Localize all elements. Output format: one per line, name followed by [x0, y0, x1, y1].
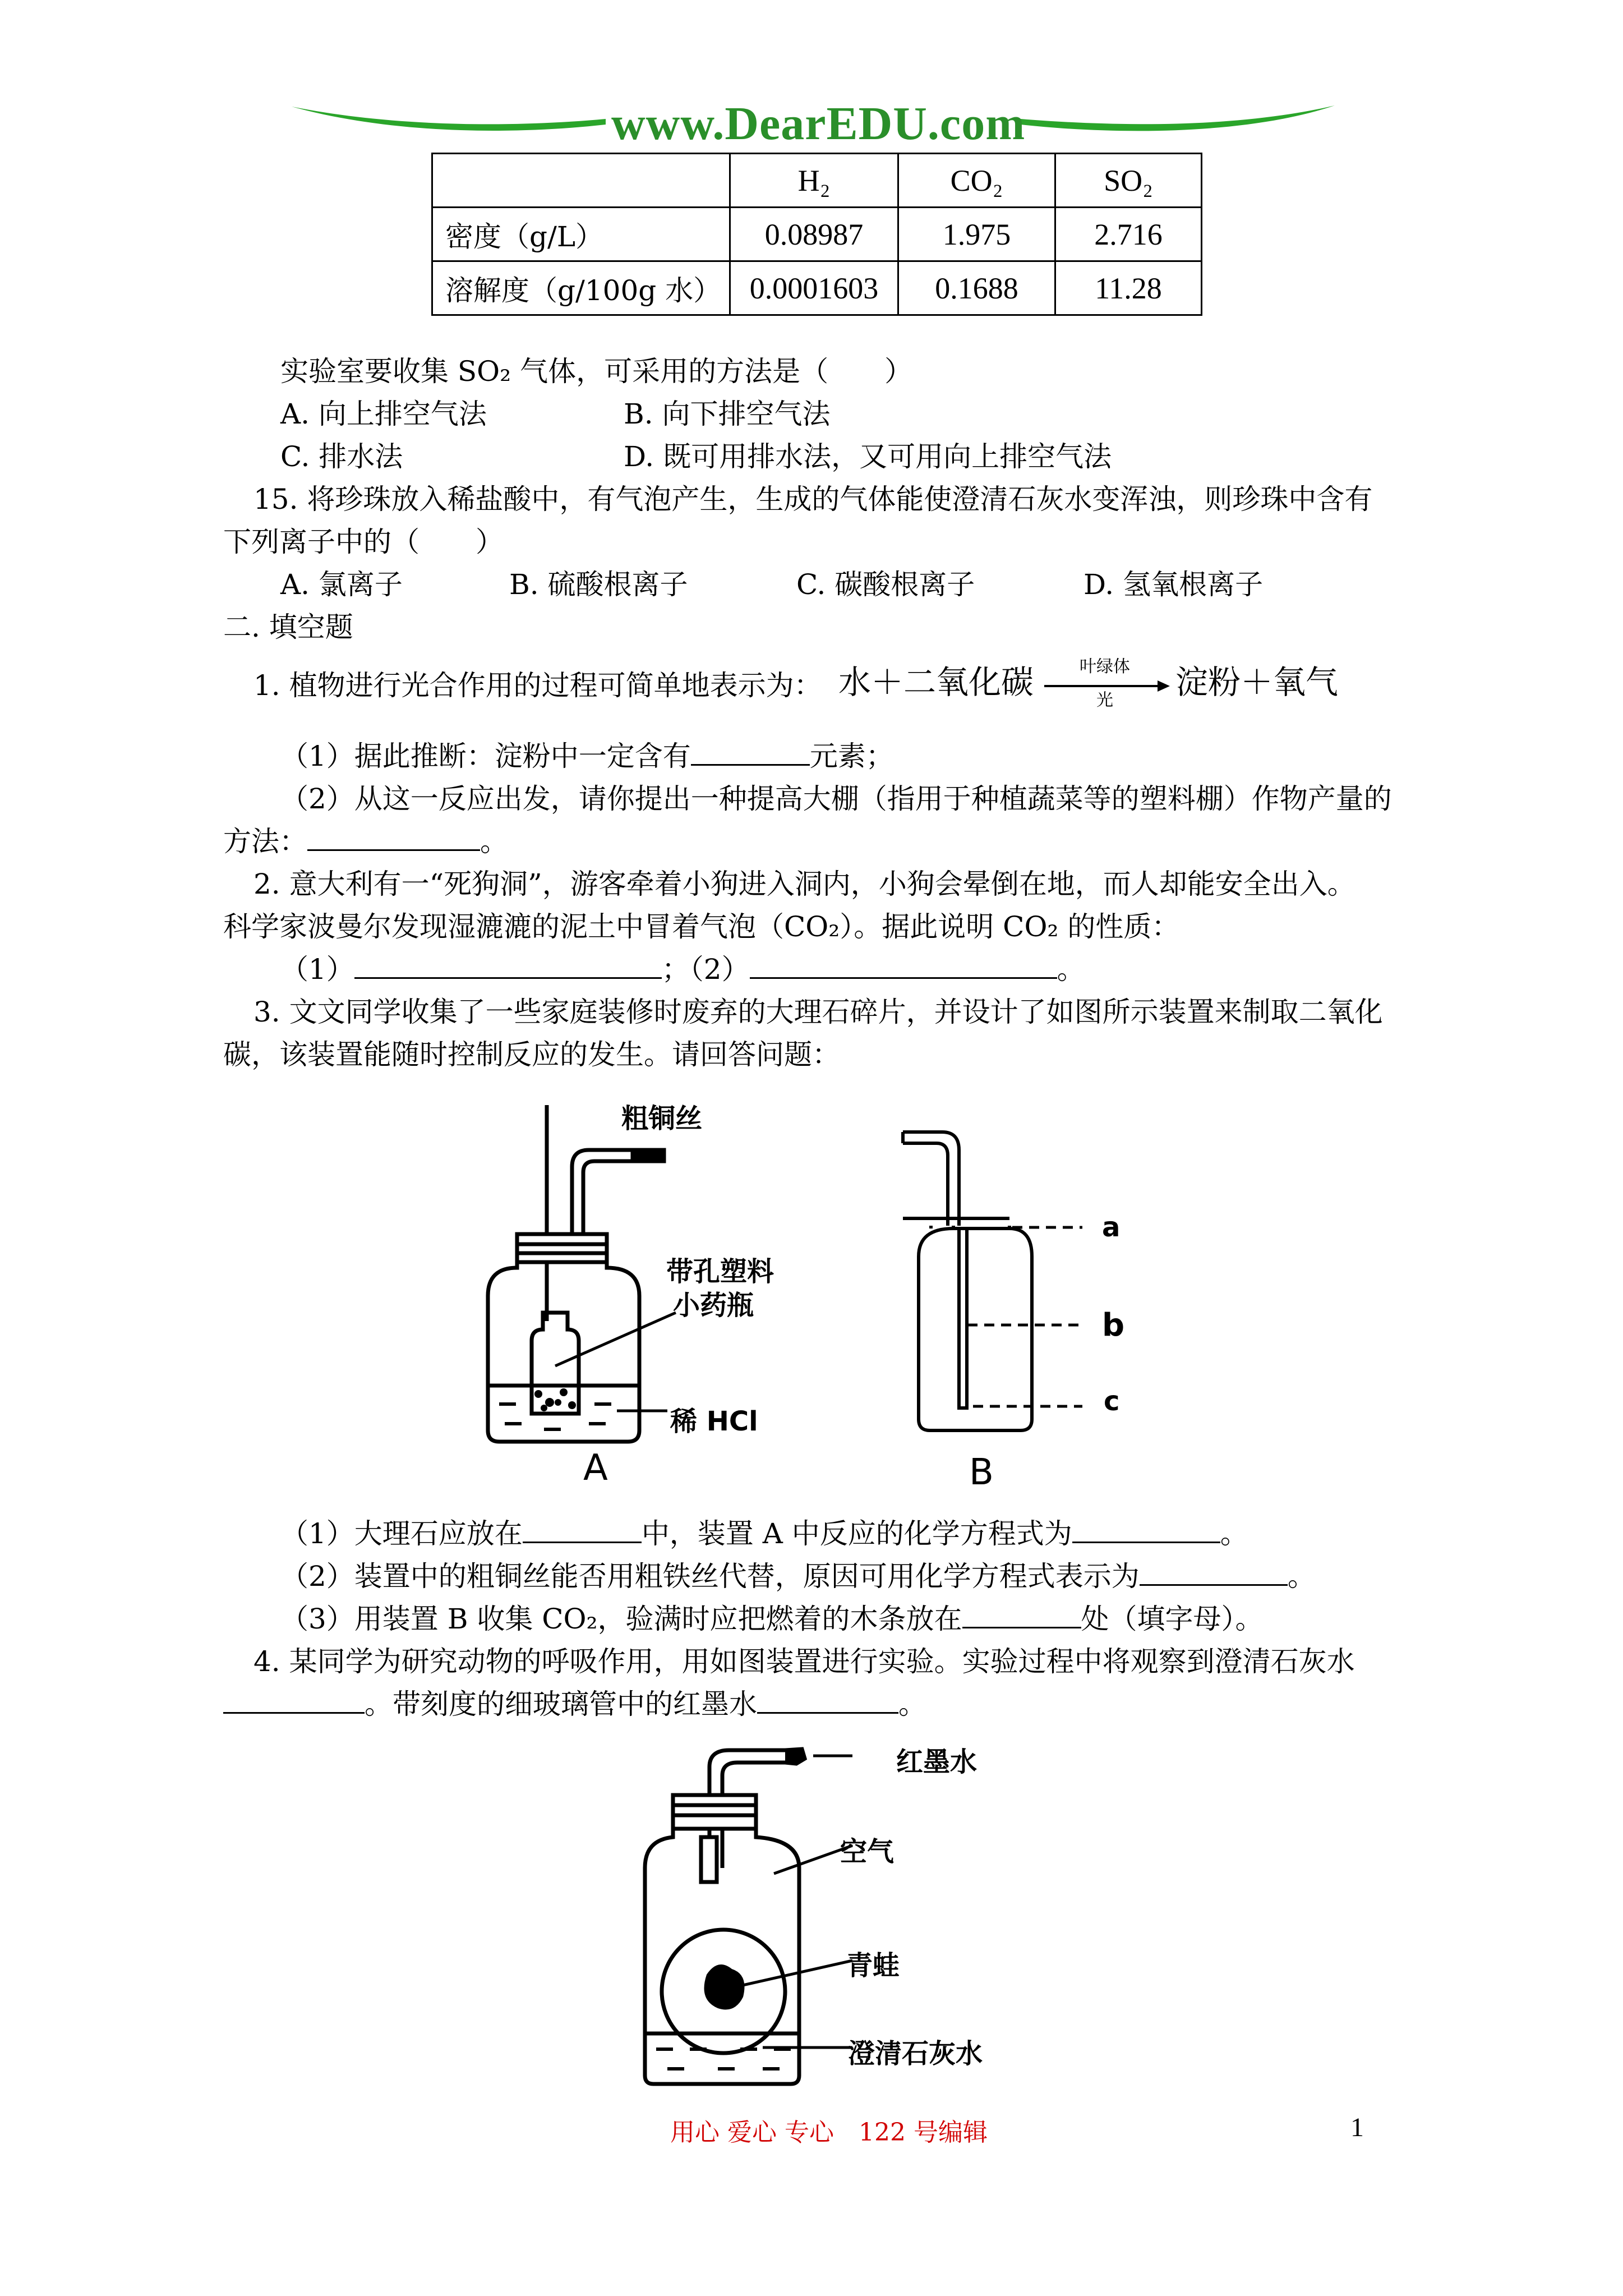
f1-eq-condition-top: 叶绿体	[1080, 657, 1130, 677]
fig-lime-water-label: 澄清石灰水	[848, 2038, 983, 2069]
row-label: 密度（g/L）	[432, 208, 730, 261]
f4-line2-end: 。	[898, 1688, 926, 1720]
answer-blank[interactable]	[757, 1687, 898, 1714]
site-logo: www.DearEDU.com	[611, 98, 1026, 150]
q15-option-b: B. 硫酸根离子	[509, 568, 688, 601]
table-cell: 11.28	[1055, 261, 1202, 315]
f1-part2-end: 。	[480, 825, 508, 858]
answer-blank[interactable]	[691, 739, 810, 766]
table-header-row	[432, 154, 1202, 208]
answer-blank[interactable]	[354, 953, 662, 979]
f3-line1: 3. 文文同学收集了一些家庭装修时废弃的大理石碎片，并设计了如图所示装置来制取二氧化	[253, 996, 1383, 1028]
q14-option-b: B. 向下排空气法	[624, 398, 831, 430]
q14-option-d: D. 既可用排水法，又可用向上排空气法	[624, 440, 1112, 473]
fig-b-label-c: c	[1104, 1386, 1120, 1417]
fig-b-label-a: a	[1102, 1212, 1121, 1243]
fig-ink-label: 红墨水	[896, 1746, 978, 1778]
gas-properties-table	[431, 153, 1202, 316]
answer-blank[interactable]	[223, 1687, 365, 1714]
table-cell: 0.08987	[730, 208, 898, 261]
f1-stem: 1. 植物进行光合作用的过程可简单地表示为：	[253, 669, 822, 702]
f4-line1: 4. 某同学为研究动物的呼吸作用，用如图装置进行实验。实验过程中将观察到澄清石灰水	[253, 1645, 1355, 1678]
f1-part1-text: （1）据此推断：淀粉中一定含有	[280, 740, 691, 772]
f1-part2-line1: （2）从这一反应出发，请你提出一种提高大棚（指用于种植蔬菜等的塑料棚）作物产量的	[280, 783, 1392, 815]
f3-part2-text: （2）装置中的粗铜丝能否用粗铁丝代替，原因可用化学方程式表示为	[280, 1560, 1140, 1593]
table-row	[432, 261, 1202, 315]
f2-line1: 2. 意大利有一“死狗洞”，游客牵着小狗进入洞内，小狗会晕倒在地，而人却能安全出入。	[253, 868, 1355, 900]
q14-option-a: A. 向上排空气法	[280, 398, 487, 430]
fig-a-acid-label: 稀 HCl	[670, 1406, 758, 1437]
page-number: 1	[1350, 2113, 1364, 2142]
f3-part1-text: （1）大理石应放在	[280, 1517, 523, 1550]
section-title: 二. 填空题	[223, 611, 353, 643]
fig-b-name: B	[969, 1452, 994, 1493]
q15-line2: 下列离子中的（ ）	[223, 526, 504, 558]
f1-eq-condition-bottom: 光	[1096, 691, 1113, 710]
q14-stem: 实验室要收集 SO₂ 气体，可采用的方法是（ ）	[280, 355, 913, 388]
f2-answers	[280, 953, 1085, 986]
f3-part3	[280, 1602, 1264, 1636]
fig-a-wire-label: 粗铜丝	[621, 1103, 703, 1134]
f1-part2-label: 方法：	[223, 825, 307, 858]
f3-part1-end: 。	[1220, 1517, 1248, 1550]
table-cell: 0.0001603	[730, 261, 898, 315]
q14-option-c: C. 排水法	[280, 440, 403, 473]
fig-air-label: 空气	[840, 1836, 895, 1867]
table-cell: 1.975	[898, 208, 1055, 261]
table-header-cell: H₂	[730, 154, 898, 208]
table-header-cell: SO₂	[1055, 154, 1202, 208]
answer-blank[interactable]	[1072, 1517, 1220, 1543]
q15-line1: 15. 将珍珠放入稀盐酸中，有气泡产生，生成的气体能使澄清石灰水变浑浊，则珍珠中含有	[253, 483, 1373, 516]
f3-part3-text: （3）用装置 B 收集 CO₂，验满时应把燃着的木条放在	[280, 1603, 962, 1635]
table-cell: 0.1688	[898, 261, 1055, 315]
f3-part2-end: 。	[1287, 1560, 1316, 1593]
f3-line2: 碳，该装置能随时控制反应的发生。请回答问题：	[223, 1038, 840, 1071]
f2-part1-label: （1）	[280, 953, 354, 986]
answer-blank[interactable]	[962, 1602, 1081, 1628]
f3-part1	[280, 1517, 1248, 1550]
f3-part2	[280, 1559, 1316, 1593]
f1-part1-end: 元素；	[809, 740, 894, 772]
row-label: 溶解度（g/100g 水）	[432, 261, 730, 315]
f4-line2	[223, 1687, 926, 1721]
f4-line2-text: 。带刻度的细玻璃管中的红墨水	[365, 1688, 757, 1720]
fig-a-vial-label-2: 小药瓶	[673, 1290, 754, 1321]
page-footer: 用心 爱心 专心 122 号编辑	[670, 2118, 988, 2147]
f1-part2-line2	[223, 825, 508, 858]
answer-blank[interactable]	[523, 1517, 642, 1543]
fig-a-name: A	[583, 1447, 608, 1489]
f2-separator: ；（2）	[661, 953, 750, 986]
table-corner-cell	[432, 154, 730, 208]
fig-frog-label: 青蛙	[846, 1950, 900, 1981]
f1-eq-left: 水＋二氧化碳	[838, 663, 1034, 701]
f1-part1	[280, 739, 894, 773]
answer-blank[interactable]	[1140, 1559, 1288, 1586]
f3-part3-end: 处（填字母）。	[1081, 1603, 1264, 1635]
f1-eq-right: 淀粉＋氧气	[1175, 663, 1339, 701]
table-cell: 2.716	[1055, 208, 1202, 261]
q15-option-a: A. 氯离子	[280, 568, 403, 601]
fig-b-label-b: b	[1102, 1307, 1125, 1343]
q15-option-c: C. 碳酸根离子	[796, 568, 975, 601]
answer-blank[interactable]	[307, 825, 480, 851]
table-row	[432, 208, 1202, 261]
fig-a-vial-label-1: 带孔塑料	[666, 1256, 774, 1287]
apparatus-a-figure	[482, 1099, 819, 1492]
answer-blank[interactable]	[750, 953, 1057, 979]
table-header-cell: CO₂	[898, 154, 1055, 208]
f2-end: 。	[1057, 953, 1085, 986]
f2-line2: 科学家波曼尔发现湿漉漉的泥土中冒着气泡（CO₂）。据此说明 CO₂ 的性质：	[223, 910, 1180, 943]
f3-part1-mid: 中，装置 A 中反应的化学方程式为	[641, 1517, 1072, 1550]
q15-option-d: D. 氢氧根离子	[1083, 568, 1264, 601]
